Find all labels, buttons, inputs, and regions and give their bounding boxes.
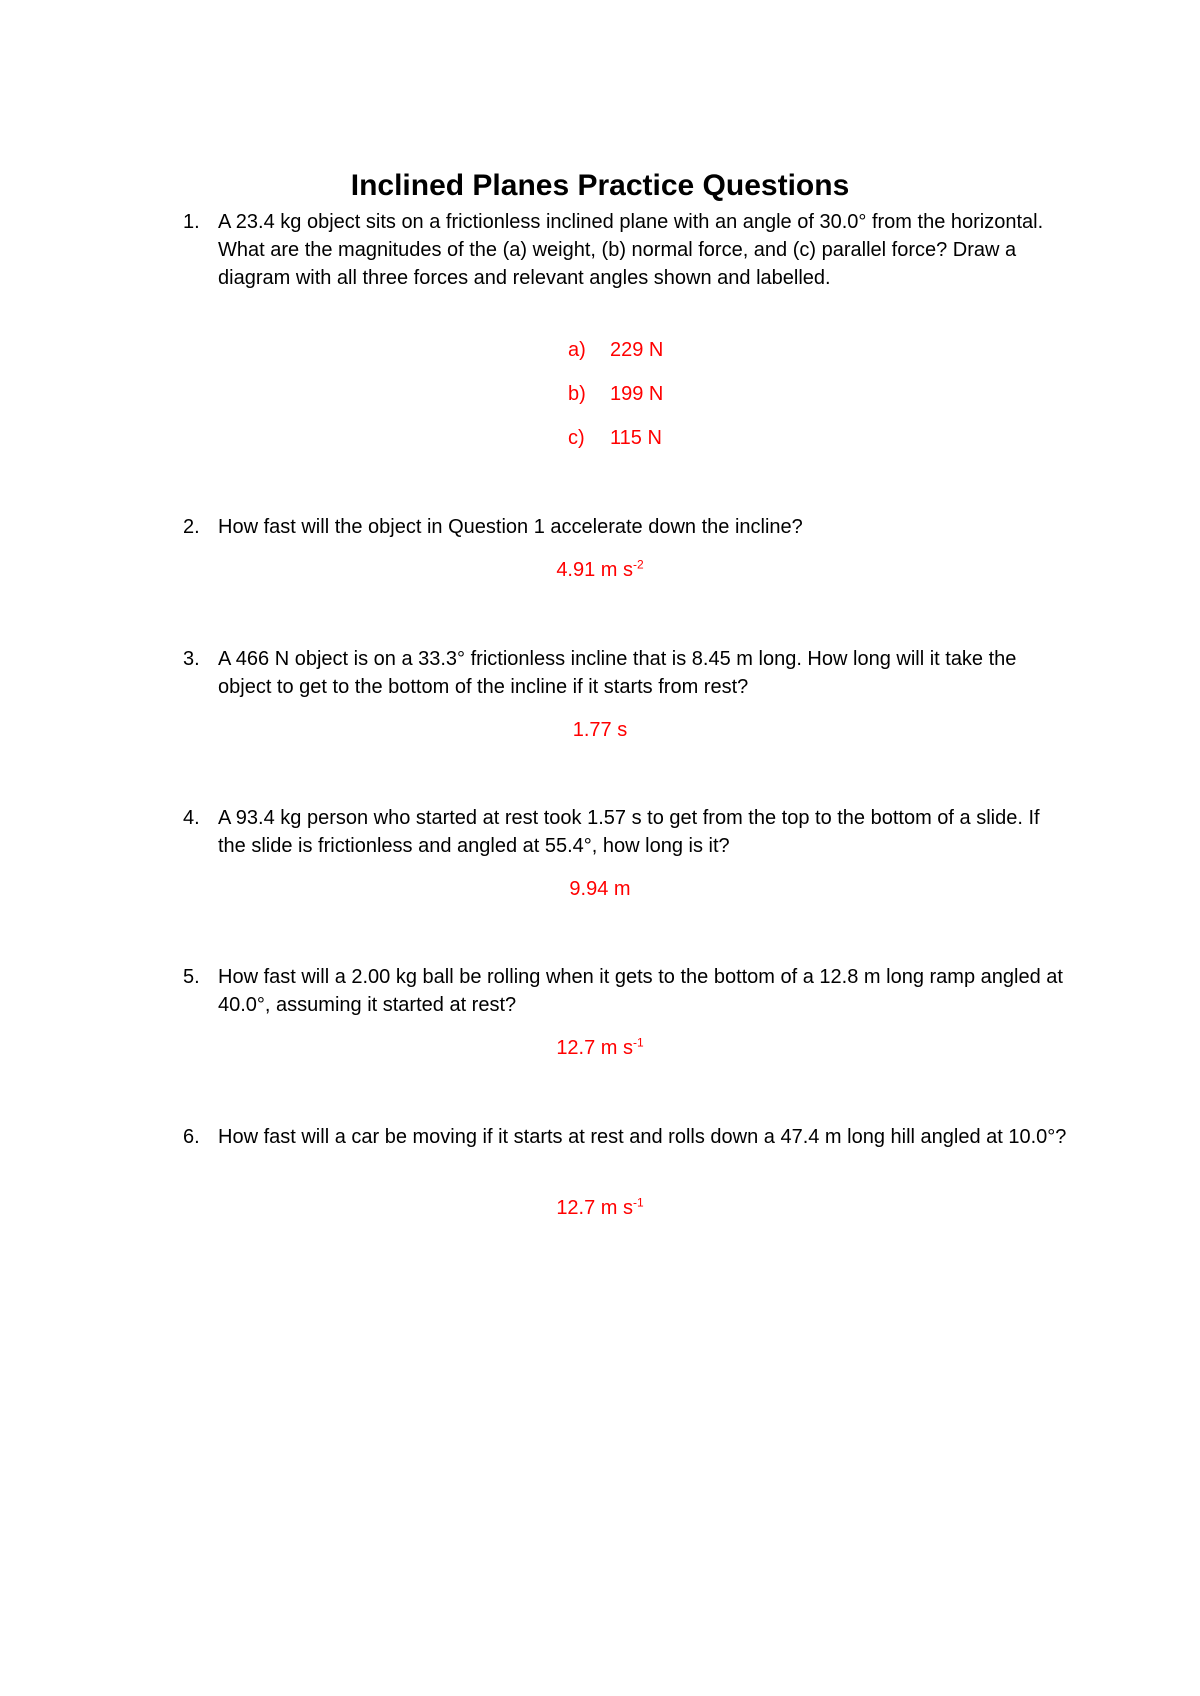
question-text: A 93.4 kg person who started at rest took 1.57 s to get from the top to the bottom of a slide. If the slide is frictionless and angled at 55.4°, how long is it?	[218, 807, 1040, 857]
question-text: How fast will a 2.00 kg ball be rolling when it gets to the bottom of a 12.8 m long ramp angled at 40.0°, assuming it started at rest?	[218, 966, 1063, 1016]
answer-1a	[568, 336, 663, 364]
answer-5	[0, 1034, 1200, 1062]
answer-value: 9.94 m	[569, 878, 631, 900]
answer-value: 229 N	[610, 339, 664, 361]
answer-3	[0, 716, 1200, 744]
question-number: 1.	[183, 211, 200, 233]
question-text: How fast will the object in Question 1 accelerate down the incline?	[218, 516, 803, 538]
answer-value: 4.91 m s	[556, 559, 634, 581]
question-text: A 466 N object is on a 33.3° frictionless incline that is 8.45 m long. How long will it take the object to get to the bottom of the incline if it starts from rest?	[218, 648, 1017, 698]
answer-letter: a)	[568, 339, 586, 361]
question-text: A 23.4 kg object sits on a frictionless inclined plane with an angle of 30.0° from the horizontal. What are the magnitudes of the (a) weight, (b) normal force, and (c) parallel force? Draw a diagram with all three forces and relevant angles shown and labelled.	[218, 211, 1044, 289]
question-number: 3.	[183, 648, 200, 670]
question-number: 5.	[183, 966, 200, 988]
answer-value: 12.7 m s	[556, 1197, 634, 1219]
answer-letter: b)	[568, 383, 586, 405]
answer-value: 115 N	[610, 427, 662, 449]
answer-4	[0, 875, 1200, 903]
question-number: 6.	[183, 1126, 200, 1148]
answer-6	[0, 1194, 1200, 1222]
answer-2	[0, 556, 1200, 584]
answer-1c	[568, 424, 662, 452]
question-number: 2.	[183, 516, 200, 538]
answer-exponent: -1	[633, 1195, 644, 1210]
answer-value: 199 N	[610, 383, 664, 405]
answer-value: 12.7 m s	[556, 1037, 634, 1059]
answer-letter: c)	[568, 427, 585, 449]
answer-exponent: -2	[633, 557, 644, 572]
question-number: 4.	[183, 807, 200, 829]
answer-value: 1.77 s	[572, 719, 628, 741]
answer-1b	[568, 380, 663, 408]
answer-exponent: -1	[633, 1035, 644, 1050]
page-title: Inclined Planes Practice Questions	[350, 169, 850, 202]
question-text: How fast will a car be moving if it starts at rest and rolls down a 47.4 m long hill angled at 10.0°?	[218, 1126, 1067, 1148]
